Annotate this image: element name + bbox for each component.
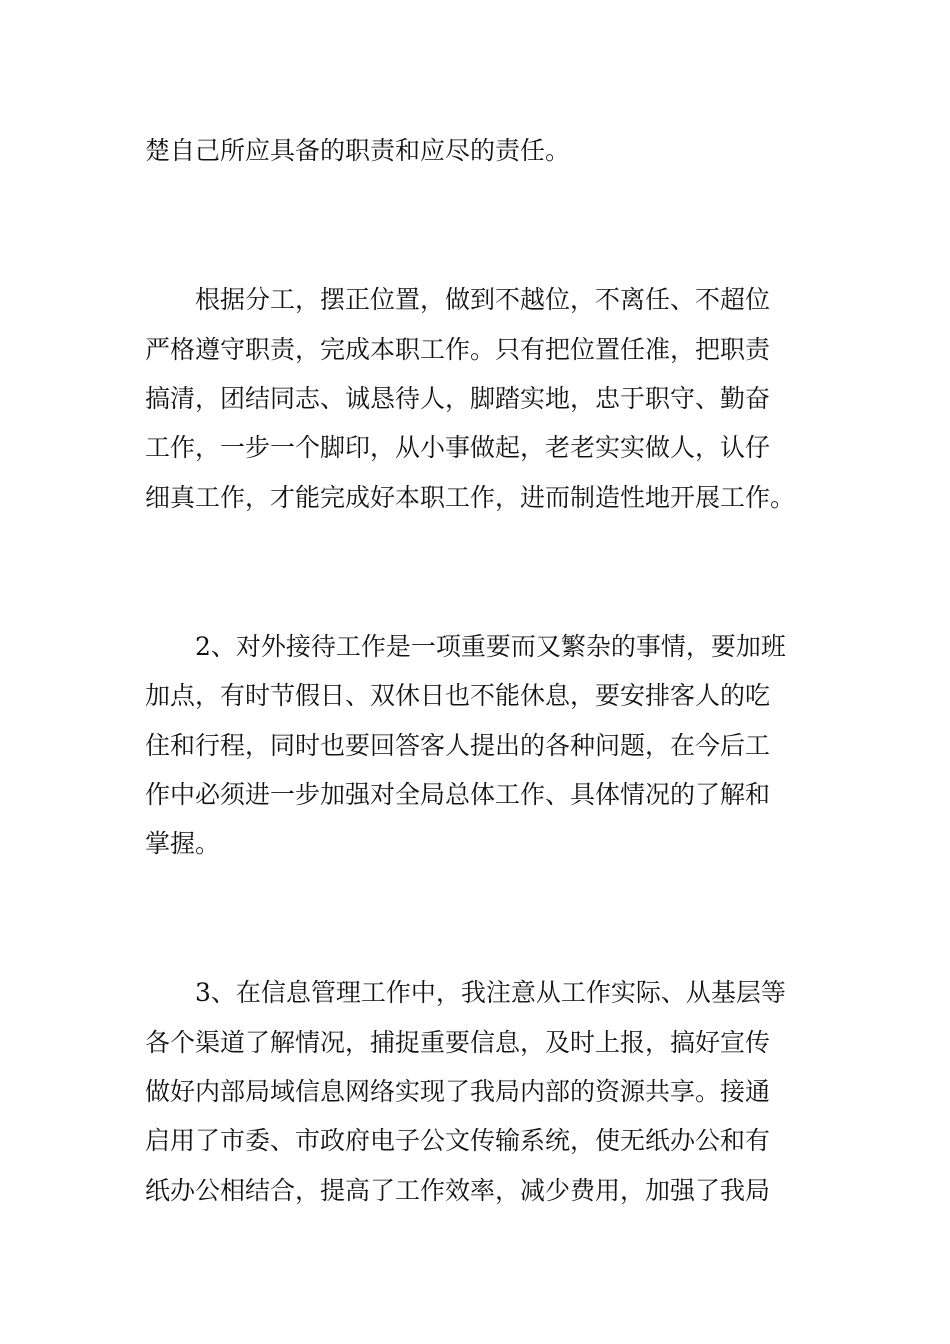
paragraph-3-line-5: 掌握。 (145, 829, 221, 858)
paragraph-1-line-1: 楚自己所应具备的职责和应尽的责任。 (145, 136, 571, 165)
paragraph-4-line-4: 启用了市委、市政府电子公文传输系统，使无纸办公和有 (145, 1126, 771, 1155)
paragraph-3-line-1: 2、对外接待工作是一项重要而又繁杂的事情，要加班 (145, 632, 786, 661)
paragraph-4-line-1: 3、在信息管理工作中，我注意从工作实际、从基层等 (145, 978, 786, 1007)
paragraph-3-line-2: 加点，有时节假日、双休日也不能休息，要安排客人的吃 (145, 681, 771, 710)
paragraph-4-line-2: 各个渠道了解情况，捕捉重要信息，及时上报，搞好宣传 (145, 1028, 771, 1057)
paragraph-2-line-5: 细真工作，才能完成好本职工作，进而制造性地开展工作。 (145, 483, 796, 512)
paragraph-2-line-4: 工作，一步一个脚印，从小事做起，老老实实做人，认仔 (145, 433, 771, 462)
paragraph-2-line-3: 搞清，团结同志、诚恳待人，脚踏实地，忠于职守、勤奋 (145, 384, 771, 413)
paragraph-4-line-5: 纸办公相结合，提高了工作效率，减少费用，加强了我局 (145, 1176, 771, 1205)
paragraph-4-line-3: 做好内部局域信息网络实现了我局内部的资源共享。接通 (145, 1077, 771, 1106)
paragraph-3-line-4: 作中必须进一步加强对全局总体工作、具体情况的了解和 (145, 780, 771, 809)
paragraph-3-line-3: 住和行程，同时也要回答客人提出的各种问题，在今后工 (145, 731, 771, 760)
paragraph-2-line-1: 根据分工，摆正位置，做到不越位，不离任、不超位 (145, 285, 771, 314)
paragraph-2-line-2: 严格遵守职责，完成本职工作。只有把位置任准，把职责 (145, 335, 771, 364)
